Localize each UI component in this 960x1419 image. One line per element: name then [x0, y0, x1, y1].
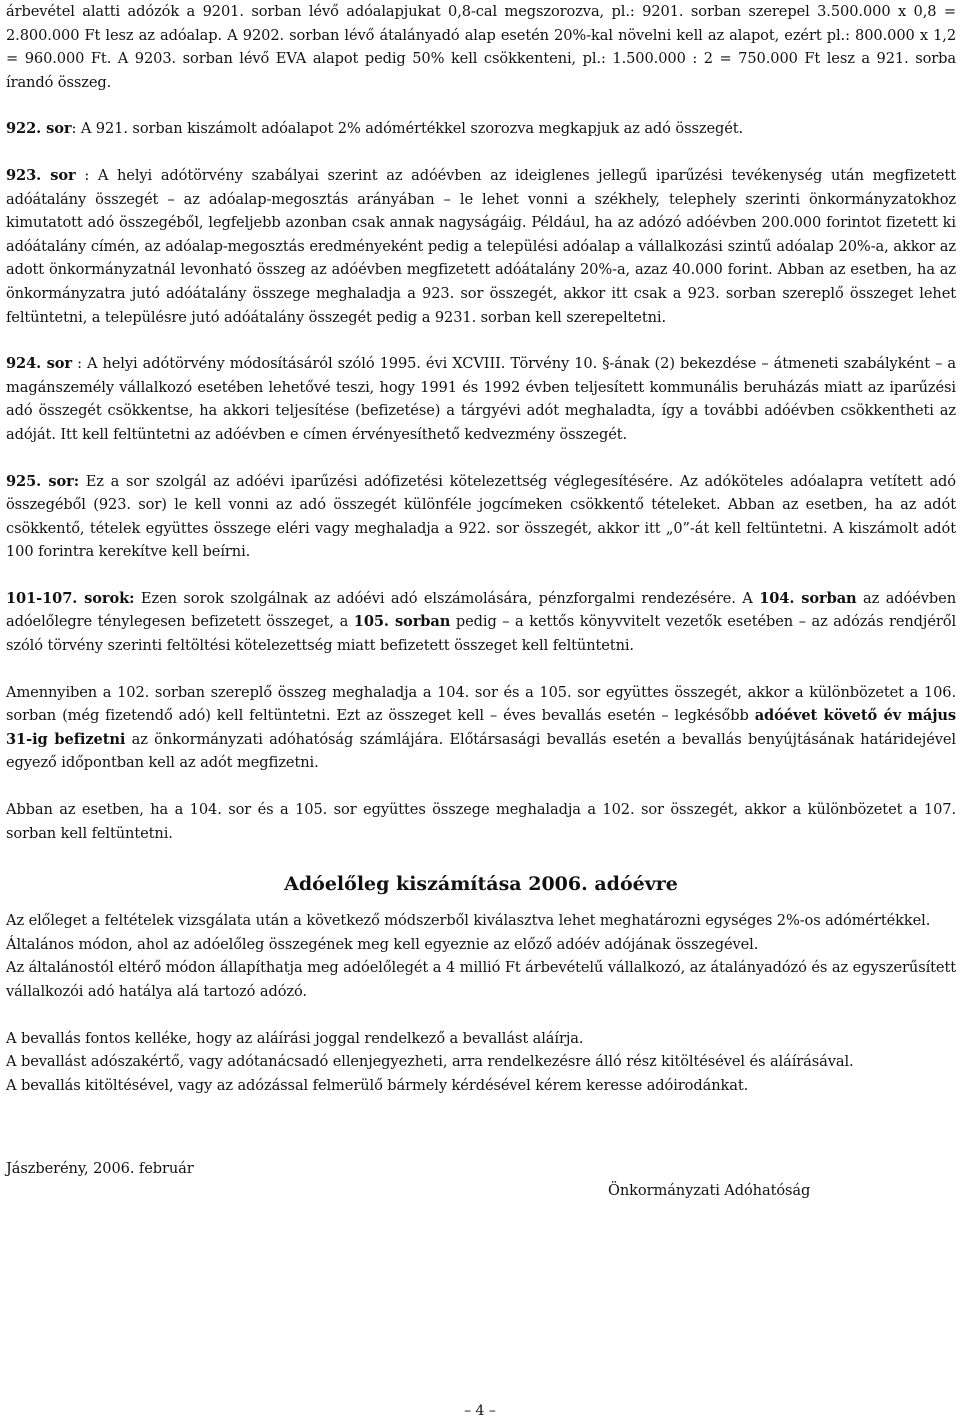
row-925-text: Ez a sor szolgál az adóévi iparűzési adófizetési kötelezettség véglegesítésére. Az adóköteles adóalapra vetített adó összegéből (923. sor) le kell vonni az adó összegét különféle jogcímeken csökkentő tételeket. Abban az esetben, ha az adót csökkentő, tételek együttes összege eléri vagy meghaladja a 922. sor összegét, akkor itt „0”-át kell feltüntetni. A kiszámolt adót 100 forintra kerekítve kell beírni. — [6, 472, 956, 561]
row-925-label: 925. sor: — [6, 472, 79, 490]
row-923-text: : A helyi adótörvény szabályai szerint az adóévben az ideiglenes jellegű iparűzési tevékenység után megfizetett adóátalány összegét – az adóalap-megosztás arányában – le lehet vonni a székhely, telephely szerinti önkormányzatokhoz kimutatott adó összegéből, legfeljebb azonban csak annak nagyságáig. Például, ha az adózó adóévben 200.000 forintot fizetett ki adóátalány címén, az adóalap-megosztás eredményeként pedig a települési adóalap a vállalkozási szintű adóalap 20%-a, akkor az adott önkormányzatnál levonható összeg az adóévben megfizetett adóátalány 20%-a, azaz 40.000 forint. Abban az esetben, ha az önkormányzatra jutó adóátalány összege meghaladja a 923. sor összegét, akkor itt csak a 923. sorban szereplő összeget lehet feltüntetni, a településre jutó adóátalány összegét pedig a 9231. sorban kell szerepeltetni. — [6, 166, 957, 326]
amennyiben-text-1: Amennyiben a 102. sorban szereplő összeg meghaladja a 104. sor és a 105. sor együttes összegét, akkor a különbözetet a 106. sorban (még fizetendő adó) kell feltüntetni. Ezt az összeget kell – éves bevallás esetén – legkésőbb — [6, 683, 956, 725]
row-924-paragraph — [6, 352, 956, 446]
row-924-text: : A helyi adótörvény módosításáról szóló 1995. évi XCVIII. Törvény 10. §-ának (2) bekezdése – átmeneti szabályként – a magánszemély vállalkozó esetében lehetővé teszi, hogy 1991 és 1992 évben teljesített kommunális beruházás miatt az iparűzési adó összegét csökkentse, ha akkori teljesítése (befizetése) a tárgyévi adót meghaladta, így a további adóévben csökkentheti az adóját. Itt kell feltüntetni az adóévben e címen érvényesíthető kedvezmény összegét. — [6, 355, 956, 443]
closing-paragraph-1: A bevallás fontos kelléke, hogy az aláírási joggal rendelkező a bevallást aláírja. — [6, 1029, 584, 1047]
rows-101-107-label: 101-107. sorok: — [6, 589, 135, 607]
rows-101-107-text-3: pedig – a kettős könyvvitelt vezetők esetében – az adózás rendjéről szóló törvény szerinti feltöltési kötelezettség miatt befizetett összeget kell feltüntetni. — [6, 613, 957, 655]
place-date: Jászberény, 2006. február — [6, 1160, 194, 1178]
row-922-label: 922. sor — [6, 120, 72, 138]
section-paragraph-3: Az általánostól eltérő módon állapíthatja meg adóelőlegét a 4 millió Ft árbevételű vállalkozó, az átalányadózó és az egyszerűsített vállalkozói adó hatálya alá tartozó adózó. — [6, 959, 956, 1000]
section-title: Adóelőleg kiszámítása 2006. adóévre — [284, 873, 678, 896]
row-923-paragraph — [6, 164, 956, 329]
rows-101-107-paragraph — [6, 587, 956, 658]
abban-paragraph: Abban az esetben, ha a 104. sor és a 105. sor együttes összege meghaladja a 102. sor összegét, akkor a különbözetet a 107. sorban kell feltüntetni. — [6, 801, 956, 842]
section-paragraph-2: Általános módon, ahol az adóelőleg összegének meg kell egyeznie az előző adóév adójának összegével. — [6, 935, 759, 953]
document-page — [6, 0, 956, 1217]
issuing-authority: Önkormányzati Adóhatóság — [608, 1182, 811, 1200]
closing-paragraph-3: A bevallás kitöltésével, vagy az adózással felmerülő bármely kérdésével kérem keresse adóirodánkat. — [6, 1076, 749, 1094]
amennyiben-paragraph — [6, 681, 956, 775]
rows-101-107-text-1: Ezen sorok szolgálnak az adóévi adó elszámolására, pénzforgalmi rendezésére. A — [134, 589, 760, 607]
row-925-paragraph — [6, 470, 956, 564]
rows-101-107-bold-1: 104. sorban — [759, 589, 857, 607]
amennyiben-text-2: az önkormányzati adóhatóság számlájára. Előtársasági bevallás esetén a bevallás benyújtásának határidejével egyező időpontban kell az adót megfizetni. — [6, 730, 956, 772]
section-paragraph-1: Az előleget a feltételek vizsgálata után a következő módszerből kiválasztva lehet meghatározni egységes 2%-os adómértékkel. — [6, 912, 931, 930]
row-922-text: : A 921. sorban kiszámolt adóalapot 2% adómértékkel szorozva megkapjuk az adó összegét. — [71, 120, 744, 138]
row-922-paragraph — [6, 117, 956, 141]
page-number: – 4 – — [464, 1403, 496, 1419]
signature-block — [6, 1157, 956, 1217]
rows-101-107-text-2: az adóévben adóelőlegre ténylegesen befizetett összeget, a — [6, 589, 956, 631]
intro-paragraph: árbevétel alatti adózók a 9201. sorban lévő adóalapjukat 0,8-cal megszorozva, pl.: 9201. sorban szerepel 3.500.000 x 0,8 = 2.800.000 Ft lesz az adóalap. A 9202. sorban lévő átalányadó alap esetén 20%-kal növelni kell az alapot, ezért pl.: 800.000 x 1,2 = 960.000 Ft. A 9203. sorban lévő EVA alapot pedig 50% kell csökkenteni, pl.: 1.500.000 : 2 = 750.000 Ft lesz a 921. sorba írandó összeg. — [6, 3, 956, 91]
row-923-label: 923. sor — [6, 166, 76, 184]
closing-paragraph-2: A bevallást adószakértő, vagy adótanácsadó ellenjegyezheti, arra rendelkezésre álló rész kitöltésével és aláírásával. — [6, 1053, 854, 1071]
rows-101-107-bold-2: 105. sorban — [353, 613, 451, 631]
amennyiben-bold-deadline: adóévet követő év május 31-ig befizetni — [6, 707, 957, 748]
row-924-label: 924. sor — [6, 355, 72, 373]
